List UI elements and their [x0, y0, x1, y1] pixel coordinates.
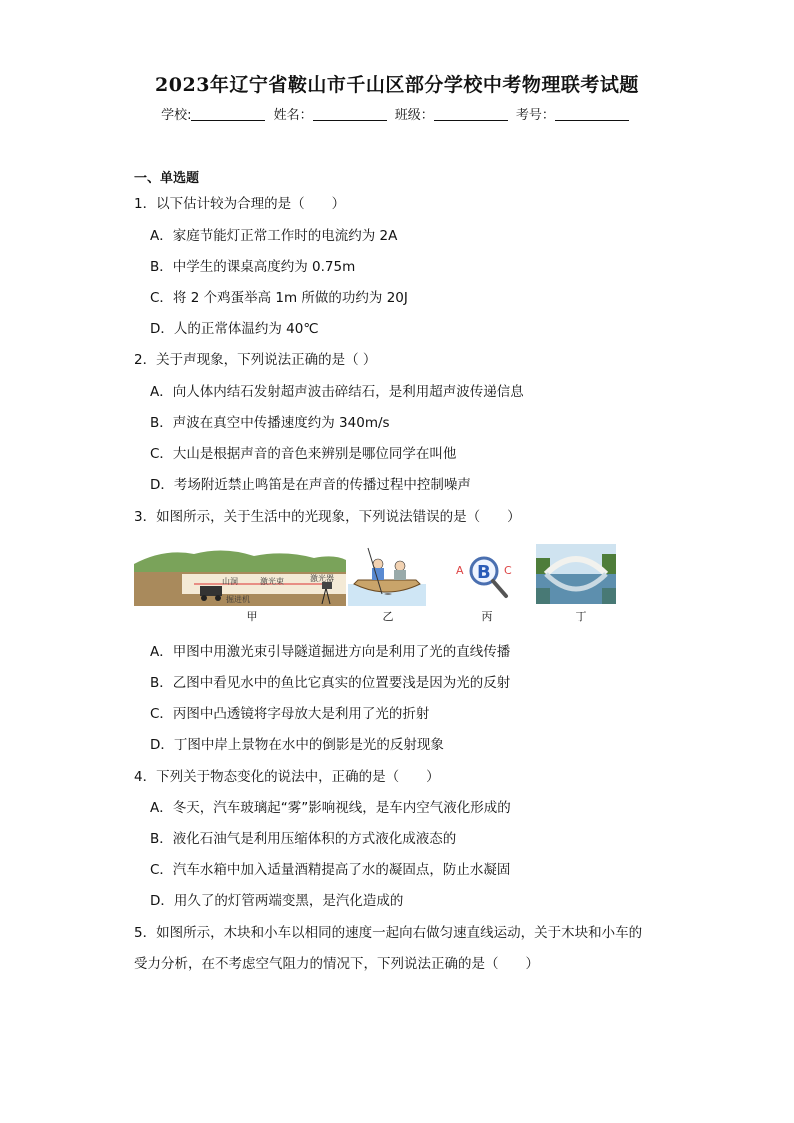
question-3-option-a: A．甲图中用激光束引导隧道掘进方向是利用了光的直线传播 — [150, 644, 511, 660]
question-3-figures — [134, 544, 624, 626]
question-3-option-b: B．乙图中看见水中的鱼比它真实的位置要浅是因为光的反射 — [150, 675, 511, 691]
class-label: 班级： — [394, 108, 434, 123]
name-label: 姓名： — [273, 108, 313, 123]
fishing-boat-figure — [348, 544, 426, 606]
tunnel-label: 山洞 — [222, 577, 238, 586]
figure-bing-label: 丙 — [481, 610, 493, 623]
section-heading: 一、单选题 — [134, 171, 200, 186]
figure-ding-label: 丁 — [575, 610, 587, 623]
laser-beam-label: 激光束 — [260, 577, 284, 586]
question-5-stem-line-2: 受力分析，在不考虑空气阻力的情况下，下列说法正确的是（ ） — [134, 956, 539, 972]
question-3-option-d: D．丁图中岸上景物在水中的倒影是光的反射现象 — [150, 737, 444, 753]
question-1-option-a: A．家庭节能灯正常工作时的电流约为 2A — [150, 228, 398, 244]
question-4-option-d: D．用久了的灯管两端变黑，是汽化造成的 — [150, 893, 404, 909]
letter-b: B — [477, 562, 491, 583]
figure-jia-label: 甲 — [246, 610, 258, 623]
magnifier-figure — [454, 544, 518, 606]
bridge-reflection-figure — [536, 544, 616, 604]
class-blank[interactable] — [434, 108, 508, 121]
question-5-stem-line-1: 5．如图所示，木块和小车以相同的速度一起向右做匀速直线运动，关于木块和小车的 — [134, 925, 643, 941]
tunnel-laser-figure — [134, 544, 346, 606]
id-blank[interactable] — [555, 108, 629, 121]
question-2-option-d: D．考场附近禁止鸣笛是在声音的传播过程中控制噪声 — [150, 477, 471, 493]
student-info-row — [0, 104, 794, 123]
question-4-option-c: C．汽车水箱中加入适量酒精提高了水的凝固点，防止水凝固 — [150, 862, 511, 878]
question-1-stem: 1．以下估计较为合理的是（ ） — [134, 196, 346, 212]
school-blank[interactable] — [191, 108, 265, 121]
question-4-option-a: A．冬天，汽车玻璃起“雾”影响视线，是车内空气液化形成的 — [150, 800, 511, 816]
letter-c: C — [504, 564, 512, 577]
school-label: 学校: — [161, 108, 192, 123]
question-2-option-b: B．声波在真空中传播速度约为 340m/s — [150, 415, 390, 431]
name-blank[interactable] — [313, 108, 387, 121]
question-4-stem: 4．下列关于物态变化的说法中，正确的是（ ） — [134, 769, 440, 785]
question-4-option-b: B．液化石油气是利用压缩体积的方式液化成液态的 — [150, 831, 457, 847]
id-label: 考号： — [515, 108, 555, 123]
laser-label: 激光器 — [310, 574, 334, 583]
question-1-option-b: B．中学生的课桌高度约为 0.75m — [150, 259, 356, 275]
question-3-option-c: C．丙图中凸透镜将字母放大是利用了光的折射 — [150, 706, 430, 722]
question-1-option-d: D．人的正常体温约为 40℃ — [150, 321, 319, 337]
exam-title: 2023年辽宁省鞍山市千山区部分学校中考物理联考试题 — [155, 74, 639, 96]
figure-yi-label: 乙 — [382, 610, 394, 623]
letter-a: A — [456, 564, 464, 577]
machine-label: 掘进机 — [226, 595, 250, 604]
question-2-option-c: C．大山是根据声音的音色来辨别是哪位同学在叫他 — [150, 446, 457, 462]
question-2-stem: 2．关于声现象，下列说法正确的是（ ） — [134, 352, 377, 368]
question-1-option-c: C．将 2 个鸡蛋举高 1m 所做的功约为 20J — [150, 290, 408, 306]
question-3-stem: 3．如图所示，关于生活中的光现象，下列说法错误的是（ ） — [134, 509, 521, 525]
question-2-option-a: A．向人体内结石发射超声波击碎结石，是利用超声波传递信息 — [150, 384, 524, 400]
